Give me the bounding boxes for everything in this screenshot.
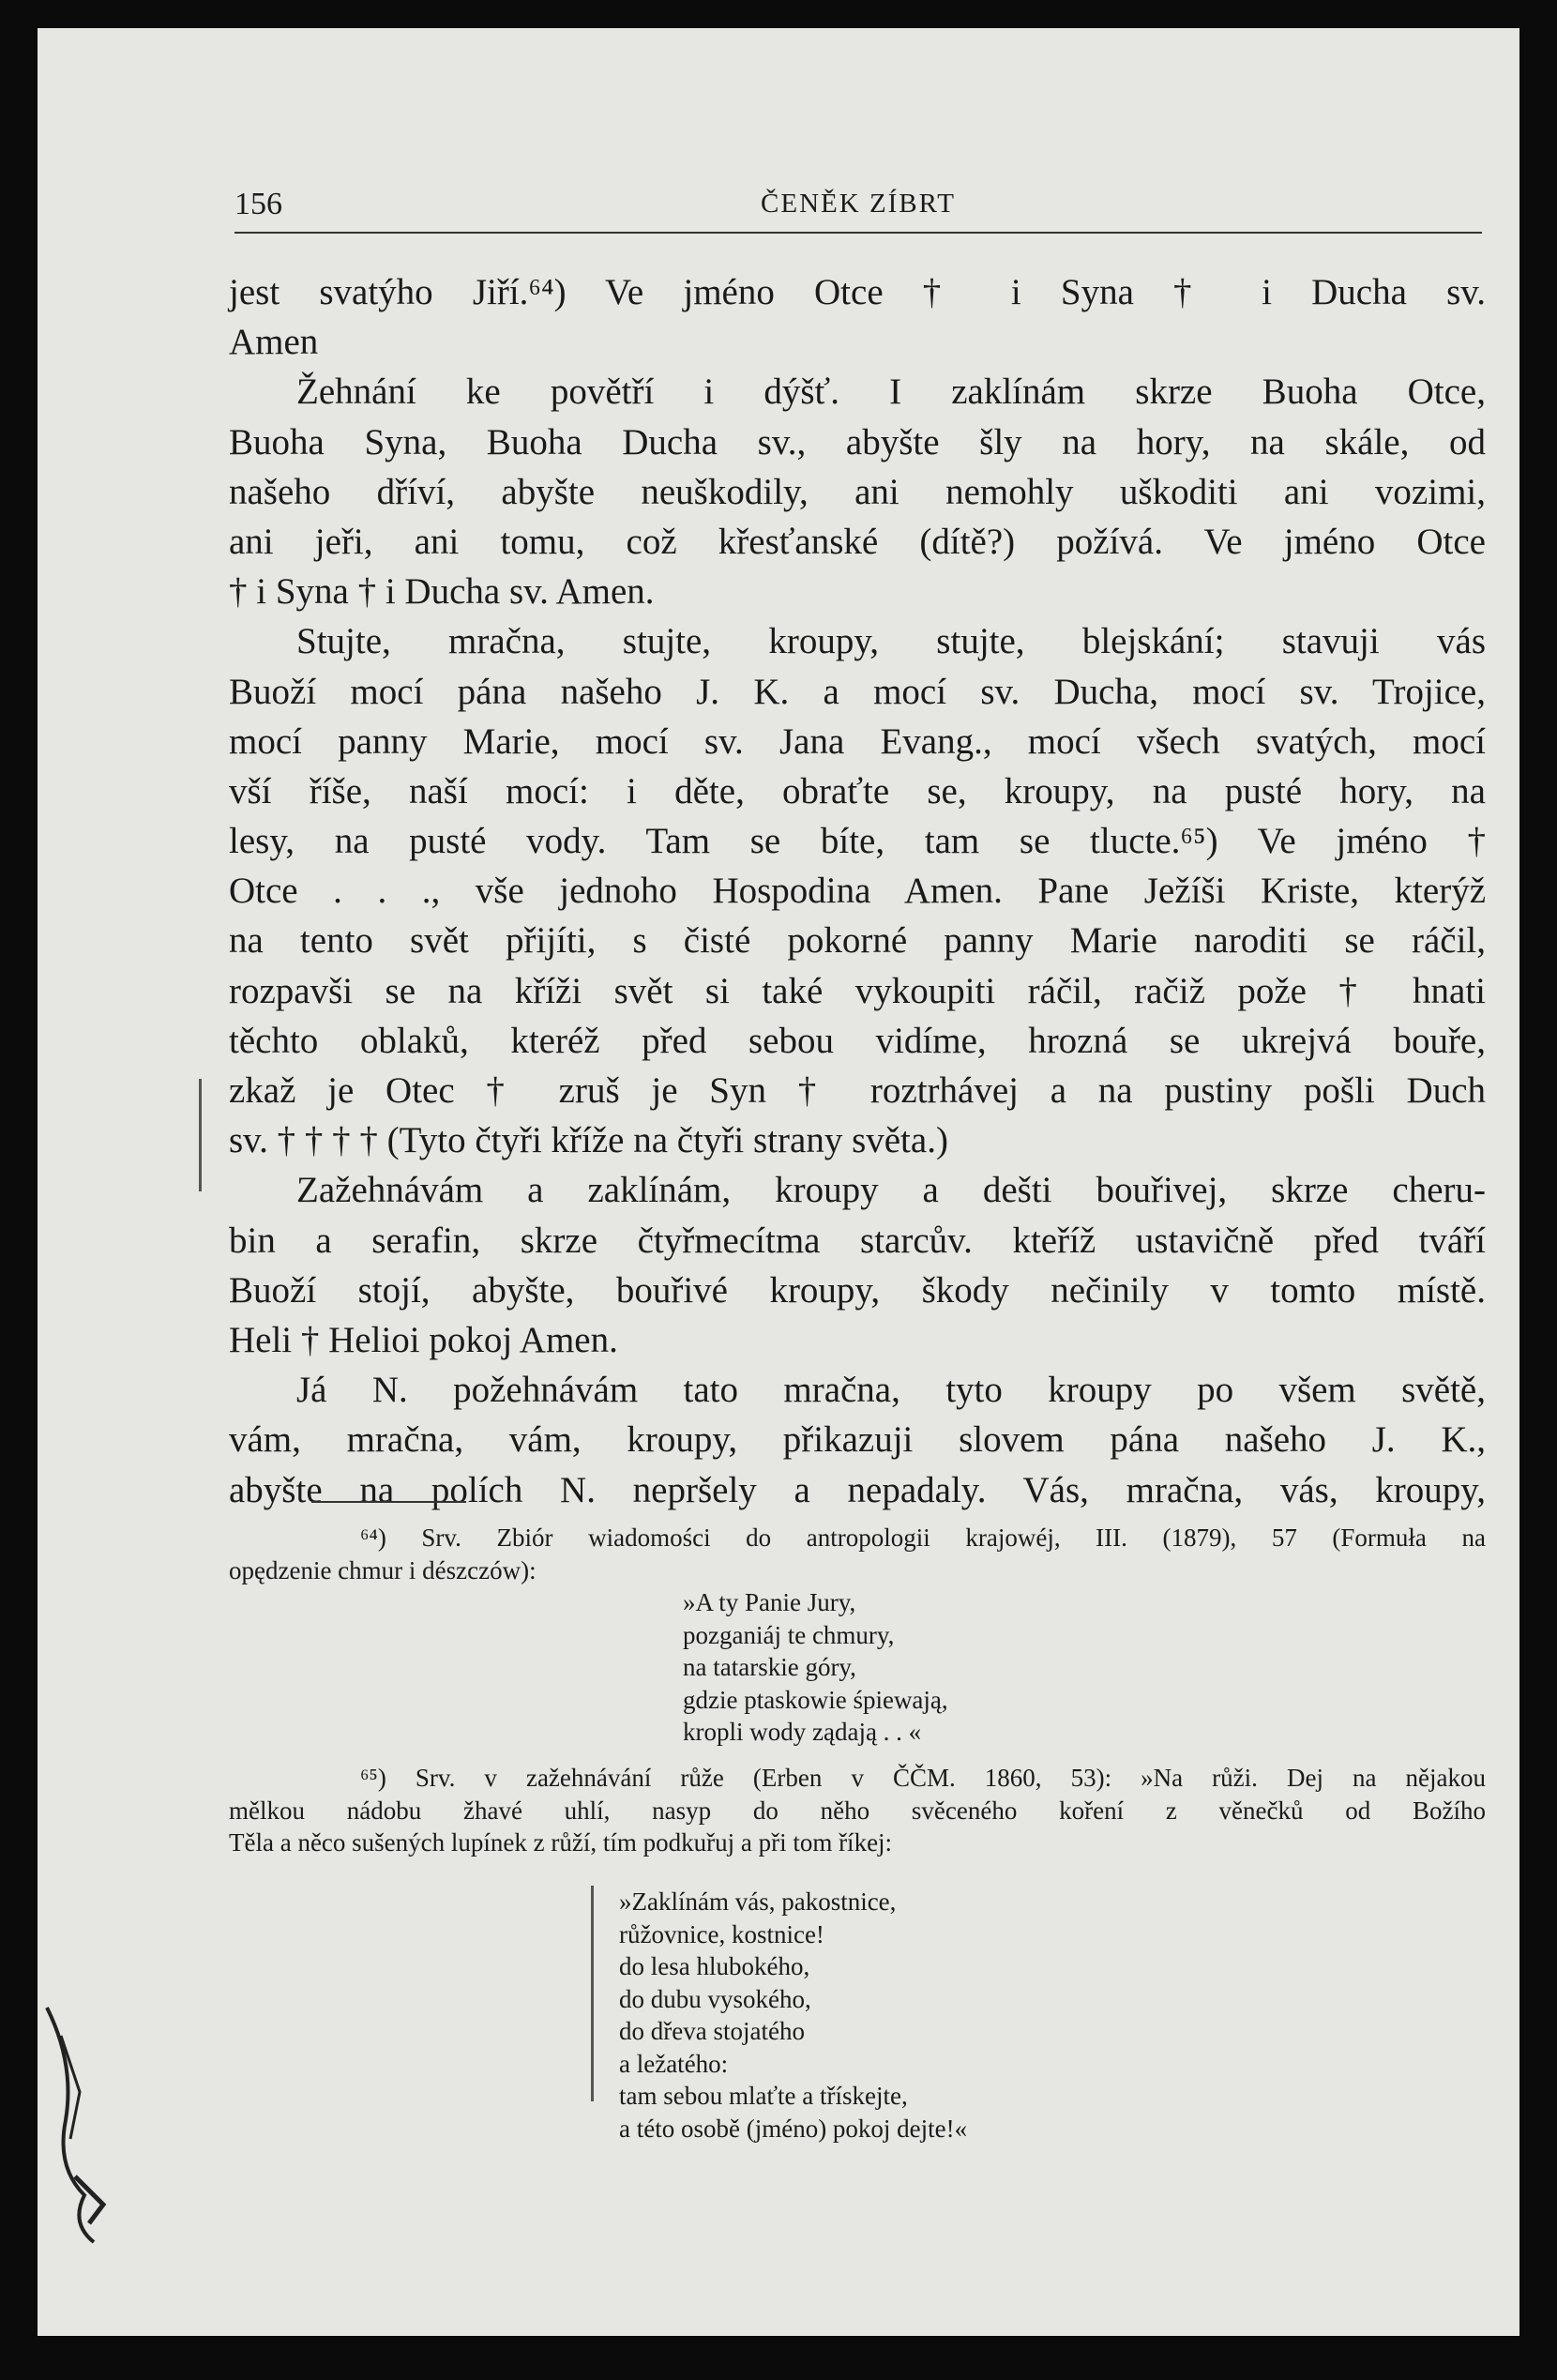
poem-line: »Zaklínám vás, pakostnice,: [619, 1887, 897, 1916]
poem-line: kropli wody ządają . . «: [683, 1718, 922, 1746]
text-line: bin a serafin, skrze čtyřmecítma starcův. kteříž ustavičně před tváří: [229, 1220, 1486, 1261]
poem-line: do dubu vysokého,: [619, 1984, 811, 2013]
footnote-64-poem: [683, 1586, 948, 1749]
text-line: Já N. požehnávám tato mračna, tyto kroupy po všem světě,: [296, 1370, 1486, 1411]
text-line: našeho dříví, abyšte neuškodily, ani nemohly uškoditi ani vozimi,: [229, 471, 1486, 512]
text-line: Buoží mocí pána našeho J. K. a mocí sv. Ducha, mocí sv. Trojice,: [229, 671, 1486, 712]
text-line: † i Syna † i Ducha sv. Amen.: [229, 571, 655, 613]
footnote-65: [229, 1762, 1486, 1859]
footnote-64: [229, 1522, 1486, 1586]
footnote-65-poem: [619, 1886, 967, 2145]
poem-line: »A ty Panie Jury,: [683, 1588, 856, 1616]
poem-line: růžovnice, kostnice!: [619, 1919, 824, 1948]
poem-line: na tatarskie góry,: [683, 1653, 856, 1681]
text-line: lesy, na pusté vody. Tam se bíte, tam se tlucte.⁶⁵) Ve jméno †: [229, 821, 1486, 862]
running-title: ČENĚK ZÍBRT: [761, 189, 956, 219]
footnote-line: ⁶⁵) Srv. v zažehnávání růže (Erben v ČČM. 1860, 53): »Na růži. Dej na nějakou: [360, 1764, 1486, 1792]
margin-pencil-mark: [591, 1886, 594, 2101]
text-line: těchto oblaků, kteréž před sebou vidíme, hrozná se ukrejvá bouře,: [229, 1020, 1486, 1061]
footnote-line: mělkou nádobu žhavé uhlí, nasyp do něho svěceného koření z věnečků od Božího: [229, 1796, 1486, 1825]
poem-line: tam sebou mlaťte a třískejte,: [619, 2082, 908, 2110]
text-line: Buoží stojí, abyšte, bouřivé kroupy, škody nečinily v tomto místě.: [229, 1269, 1486, 1311]
text-line: Heli † Helioi pokoj Amen.: [229, 1319, 618, 1360]
running-header: [234, 174, 1482, 239]
marginal-scribble-icon: [38, 1979, 122, 2251]
poem-line: gdzie ptaskowie śpiewają,: [683, 1685, 948, 1714]
text-line: mocí panny Marie, mocí sv. Jana Evang., mocí všech svatých, mocí: [229, 720, 1486, 762]
text-line: Stujte, mračna, stujte, kroupy, stujte, blejskání; stavuji vás: [296, 621, 1486, 662]
text-line: Amen: [229, 322, 319, 363]
text-line: Buoha Syna, Buoha Ducha sv., abyšte šly na hory, na skále, od: [229, 421, 1486, 462]
text-line: zkaž je Otec † zruš je Syn † roztrhávej a na pustiny pošli Duch: [229, 1070, 1486, 1111]
poem-line: a ležatého:: [619, 2049, 729, 2078]
text-line: ani jeři, ani tomu, což křesťanské (dítě?) požívá. Ve jméno Otce: [229, 521, 1486, 562]
poem-line: a této osobě (jméno) pokoj dejte!«: [619, 2114, 968, 2143]
poem-line: do lesa hlubokého,: [619, 1952, 810, 1980]
footnote-line: ⁶⁴) Srv. Zbiór wiadomości do antropologii krajowéj, III. (1879), 57 (Formuła na: [360, 1524, 1486, 1552]
text-line: Zažehnávám a zaklínám, kroupy a dešti bouřivej, skrze cheru-: [296, 1170, 1486, 1211]
poem-line: do dřeva stojatého: [619, 2017, 805, 2045]
poem-line: pozganiáj te chmury,: [683, 1620, 895, 1649]
footnote-rule: [311, 1501, 466, 1503]
margin-pencil-mark: [199, 1079, 202, 1191]
text-line: abyšte na polích N. nepršely a nepadaly. Vás, mračna, vás, kroupy,: [229, 1469, 1486, 1510]
book-page: [38, 28, 1519, 2336]
text-line: vám, mračna, vám, kroupy, přikazuji slovem pána našeho J. K.,: [229, 1419, 1486, 1461]
main-text: [229, 267, 1486, 1515]
footnote-line: Těla a něco sušených lupínek z růží, tím podkuřuj a při tom říkej:: [229, 1828, 893, 1857]
text-line: sv. † † † † (Tyto čtyři kříže na čtyři strany světa.): [229, 1120, 948, 1161]
text-line: vší říše, naší mocí: i děte, obraťte se, kroupy, na pusté hory, na: [229, 770, 1486, 811]
page-number: 156: [234, 187, 282, 221]
header-rule: [234, 232, 1482, 234]
text-line: na tento svět přijíti, s čisté pokorné panny Marie naroditi se ráčil,: [229, 920, 1486, 962]
text-line: jest svatýho Jiří.⁶⁴) Ve jméno Otce † i Syna † i Ducha sv.: [229, 272, 1486, 312]
text-line: Žehnání ke povětří i dýšť. I zaklínám skrze Buoha Otce,: [296, 371, 1486, 413]
footnote-line: opędzenie chmur i dészczów):: [229, 1555, 537, 1584]
text-line: rozpavši se na kříži svět si také vykoupiti ráčil, račiž pože † hnati: [229, 970, 1486, 1011]
text-line: Otce . . ., vše jednoho Hospodina Amen. Pane Ježíši Kriste, kterýž: [229, 871, 1486, 912]
